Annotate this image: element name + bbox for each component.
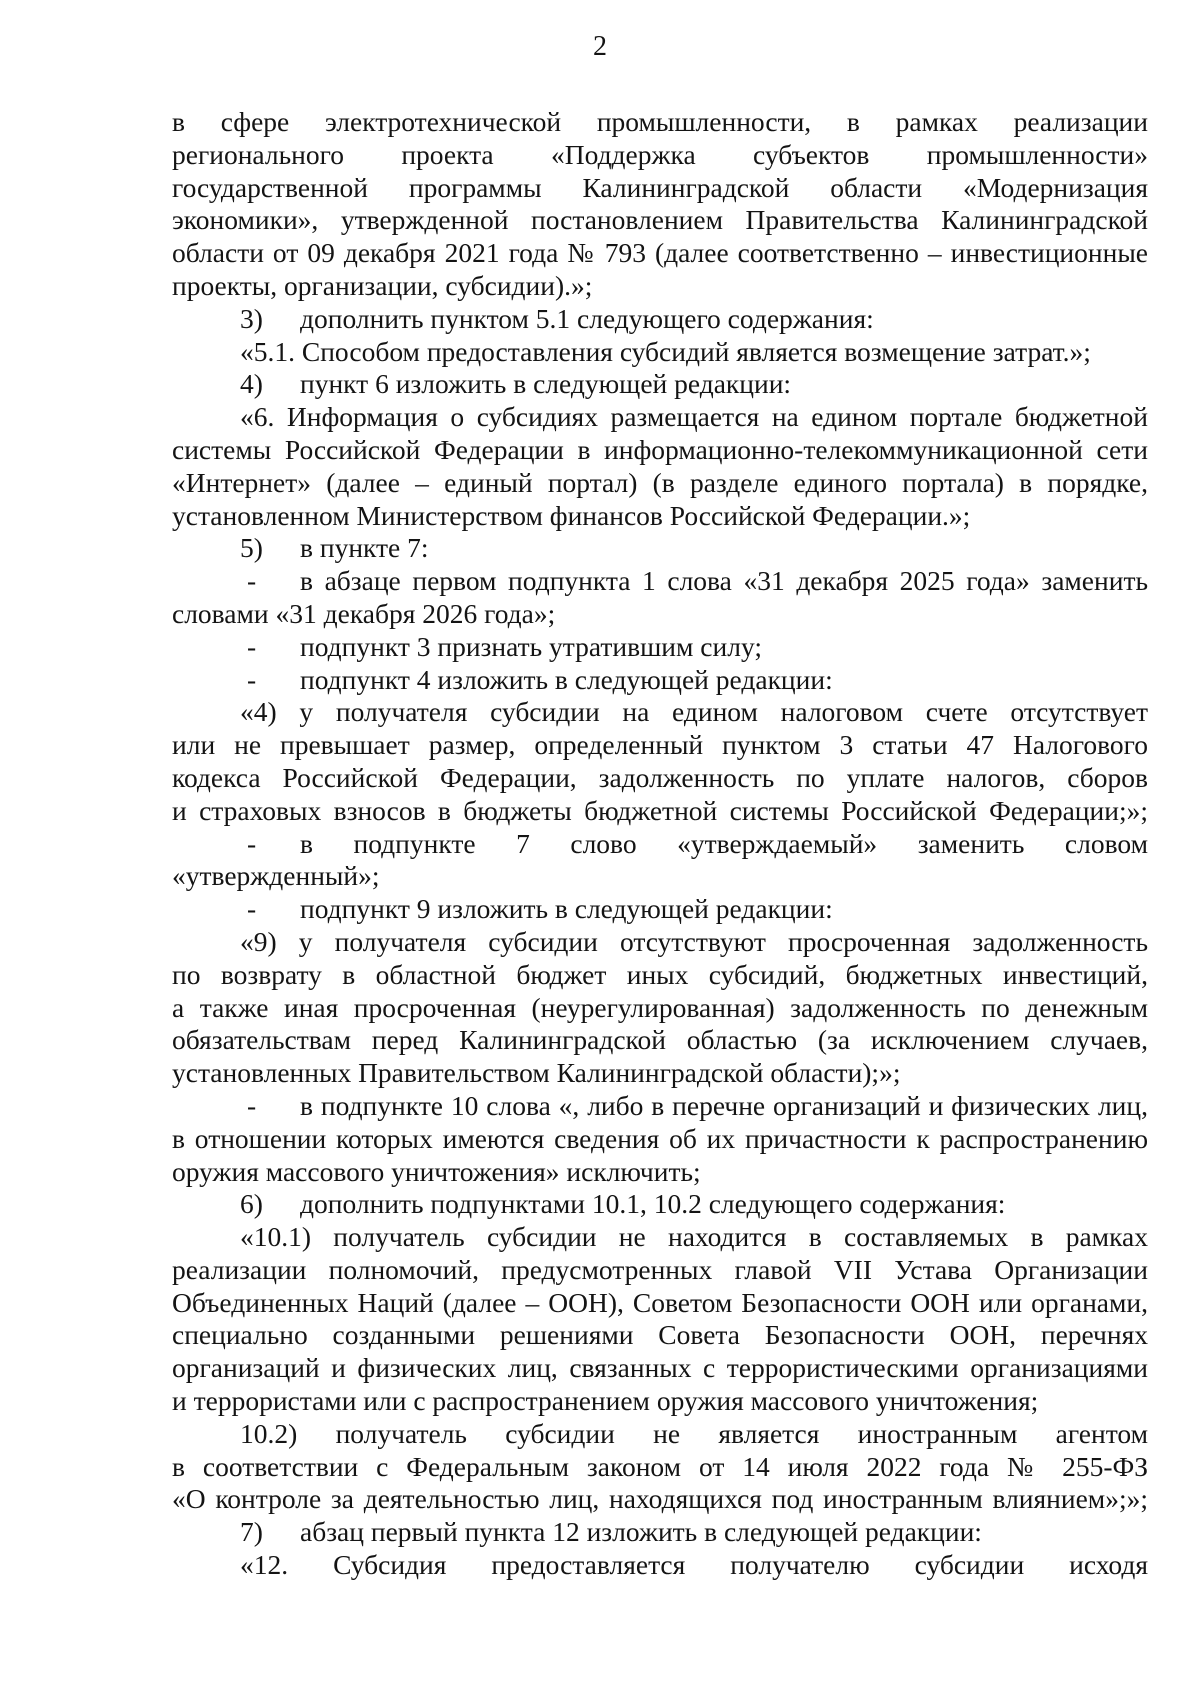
text-line: а также иная просроченная (неурегулированная) задолженность по денежным: [172, 991, 1148, 1023]
text-line: в отношении которых имеются сведения об их причастности к распространению: [172, 1122, 1148, 1154]
text-line: и страховых взносов в бюджеты бюджетной системы Российской Федерации;»;: [172, 794, 1148, 826]
text-line: «О контроле за деятельностью лиц, находящихся под иностранным влиянием»;»;: [172, 1483, 1148, 1515]
item-text: в абзаце первом подпункта 1 слова «31 декабря 2025 года» заменить: [300, 565, 1148, 597]
text-line: экономики», утвержденной постановлением Правительства Калининградской: [172, 204, 1148, 236]
text-line: в соответствии с Федеральным законом от 14 июля 2022 года № 255-ФЗ: [172, 1450, 1148, 1482]
item-text: в подпункте 7 слово «утверждаемый» заменить словом: [300, 827, 1148, 859]
text-line: Объединенных Наций (далее – ООН), Советом Безопасности ООН или органами,: [172, 1286, 1148, 1318]
dash-item: [172, 664, 1148, 697]
text-line: «5.1. Способом предоставления субсидий является возмещение затрат.»;: [240, 335, 1091, 367]
item-number: 6): [240, 1188, 263, 1220]
list-item: [172, 532, 1148, 565]
dash-marker: -: [247, 827, 257, 859]
text-line: «12. Субсидия предоставляется получателю субсидии исходя: [240, 1549, 1148, 1581]
item-text: пункт 6 изложить в следующей редакции:: [300, 368, 792, 400]
item-number: 5): [240, 532, 263, 564]
item-text: дополнить пунктом 5.1 следующего содержания:: [300, 302, 874, 334]
item-text: в подпункте 10 слова «, либо в перечне организаций и физических лиц,: [300, 1089, 1148, 1121]
text-line: «утвержденный»;: [172, 860, 380, 892]
text-line: 10.2) получатель субсидии не является иностранным агентом: [240, 1417, 1148, 1449]
text-line: «6. Информация о субсидиях размещается на едином портале бюджетной: [240, 401, 1148, 433]
page-number: 2: [593, 31, 607, 62]
list-item: [172, 1188, 1148, 1221]
text-line: проекты, организации, субсидии).»;: [172, 269, 593, 301]
text-line: специально созданными решениями Совета Безопасности ООН, перечнях: [172, 1319, 1148, 1351]
text-line: обязательствам перед Калининградской областью (за исключением случаев,: [172, 1024, 1148, 1056]
text-line: «Интернет» (далее – единый портал) (в разделе единого портала) в порядке,: [172, 466, 1148, 498]
dash-item: [172, 631, 1148, 664]
list-item: [172, 303, 1148, 336]
text-line: или не превышает размер, определенный пунктом 3 статьи 47 Налогового: [172, 729, 1148, 761]
item-text: подпункт 4 изложить в следующей редакции:: [300, 663, 833, 695]
dash-item: [172, 893, 1148, 926]
list-item: [172, 1516, 1148, 1549]
text-line: регионального проекта «Поддержка субъектов промышленности»: [172, 138, 1148, 170]
text-line: в сфере электротехнической промышленности, в рамках реализации: [172, 106, 1148, 137]
dash-item: [172, 828, 1148, 861]
item-text: дополнить подпунктами 10.1, 10.2 следующего содержания:: [300, 1188, 1006, 1220]
text-line: «10.1) получатель субсидии не находится в составляемых в рамках: [240, 1221, 1148, 1253]
dash-marker: -: [247, 893, 257, 925]
text-line: «9) у получателя субсидии отсутствуют просроченная задолженность: [240, 925, 1148, 957]
text-line: установленном Министерством финансов Российской Федерации.»;: [172, 499, 971, 531]
dash-marker: -: [247, 630, 257, 662]
text-line: системы Российской Федерации в информационно-телекоммуникационной сети: [172, 433, 1148, 465]
item-text: подпункт 9 изложить в следующей редакции:: [300, 893, 833, 925]
text-line: установленных Правительством Калининградской области);»;: [172, 1057, 901, 1089]
dash-item: [172, 565, 1148, 598]
text-line: по возврату в областной бюджет иных субсидий, бюджетных инвестиций,: [172, 958, 1148, 990]
item-text: подпункт 3 признать утратившим силу;: [300, 630, 762, 662]
dash-marker: -: [247, 663, 257, 695]
document-body: [172, 106, 1148, 1582]
item-number: 7): [240, 1516, 263, 1548]
text-line: кодекса Российской Федерации, задолженность по уплате налогов, сборов: [172, 761, 1148, 793]
text-line: и террористами или с распространением оружия массового уничтожения;: [172, 1385, 1039, 1417]
item-number: 4): [240, 368, 263, 400]
item-number: 3): [240, 302, 263, 334]
dash-marker: -: [247, 565, 257, 597]
text-line: организаций и физических лиц, связанных с террористическими организациями: [172, 1352, 1148, 1384]
dash-item: [172, 1090, 1148, 1123]
list-item: [172, 368, 1148, 401]
item-text: в пункте 7:: [300, 532, 429, 564]
text-line: области от 09 декабря 2021 года № 793 (далее соответственно – инвестиционные: [172, 237, 1148, 269]
item-text: абзац первый пункта 12 изложить в следующей редакции:: [300, 1516, 982, 1548]
text-line: словами «31 декабря 2026 года»;: [172, 597, 556, 629]
text-line: «4) у получателя субсидии на едином налоговом счете отсутствует: [240, 696, 1148, 728]
dash-marker: -: [247, 1089, 257, 1121]
text-line: оружия массового уничтожения» исключить;: [172, 1155, 701, 1187]
text-line: реализации полномочий, предусмотренных главой VII Устава Организации: [172, 1253, 1148, 1285]
text-line: государственной программы Калининградской области «Модернизация: [172, 171, 1148, 203]
